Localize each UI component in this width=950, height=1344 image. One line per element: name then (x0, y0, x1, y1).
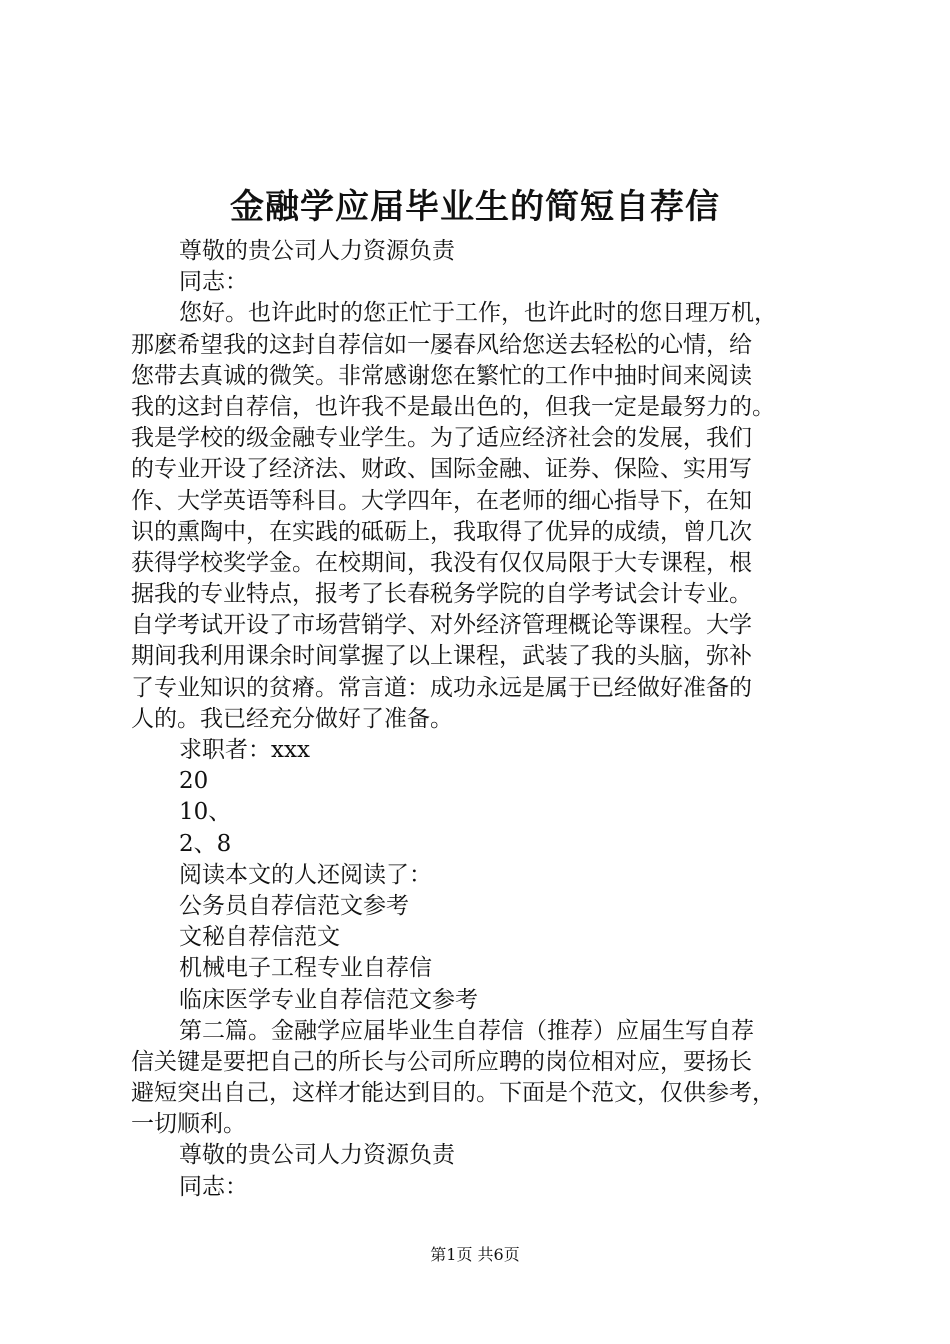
text-line: 第二篇。金融学应届毕业生自荐信（推荐）应届生写自荐 (179, 1017, 754, 1044)
text-line: 那麽希望我的这封自荐信如一屡春风给您送去轻松的心情，给 (131, 331, 752, 358)
text-line: 我是学校的级金融专业学生。为了适应经济社会的发展，我们 (131, 425, 752, 452)
document-body (131, 236, 823, 1203)
text-line: 同志： (179, 1173, 248, 1200)
text-line: 了专业知识的贫瘠。常言道：成功永远是属于已经做好准备的 (131, 674, 752, 701)
text-line: 文秘自荐信范文 (179, 924, 340, 951)
text-line: 20 (179, 768, 209, 795)
page-footer: 第1页 共6页 (430, 1245, 520, 1264)
text-line: 尊敬的贵公司人力资源负责 (179, 238, 455, 264)
text-line: 获得学校奖学金。在校期间，我没有仅仅局限于大专课程，根 (131, 549, 752, 576)
text-line: 您好。也许此时的您正忙于工作，也许此时的您日理万机， (179, 300, 777, 327)
text-line: 2、8 (179, 830, 232, 857)
text-line: 识的熏陶中，在实践的砥砺上，我取得了优异的成绩，曾几次 (131, 518, 752, 545)
text-line: 人的。我已经充分做好了准备。 (131, 705, 453, 732)
text-line: 自学考试开设了市场营销学、对外经济管理概论等课程。大学 (131, 612, 752, 639)
text-line: 尊敬的贵公司人力资源负责 (179, 1142, 455, 1169)
text-line: 期间我利用课余时间掌握了以上课程，武装了我的头脑，弥补 (131, 643, 752, 670)
text-line: 避短突出自己，这样才能达到目的。下面是个范文，仅供参考， (131, 1080, 775, 1107)
text-line: 同志： (179, 269, 248, 296)
text-line: 10、 (179, 799, 232, 826)
text-line: 据我的专业特点，报考了长春税务学院的自学考试会计专业。 (131, 581, 752, 608)
text-line: 您带去真诚的微笑。非常感谢您在繁忙的工作中抽时间来阅读 (131, 362, 752, 389)
text-line: 阅读本文的人还阅读了： (179, 861, 432, 888)
text-line: 我的这封自荐信，也许我不是最出色的，但我一定是最努力的。 (131, 393, 775, 420)
text-line: 作、大学英语等科目。大学四年，在老师的细心指导下，在知 (131, 487, 752, 514)
document-title: 金融学应届毕业生的简短自荐信 (230, 187, 720, 227)
text-line: 临床医学专业自荐信范文参考 (179, 986, 478, 1013)
text-line: 信关键是要把自己的所长与公司所应聘的岗位相对应，要扬长 (131, 1048, 752, 1075)
text-line: 公务员自荐信范文参考 (179, 892, 409, 919)
text-line: 求职者：xxx (179, 737, 310, 763)
text-line: 一切顺利。 (131, 1111, 246, 1138)
text-line: 的专业开设了经济法、财政、国际金融、证券、保险、实用写 (131, 456, 752, 483)
text-line: 机械电子工程专业自荐信 (179, 955, 432, 982)
